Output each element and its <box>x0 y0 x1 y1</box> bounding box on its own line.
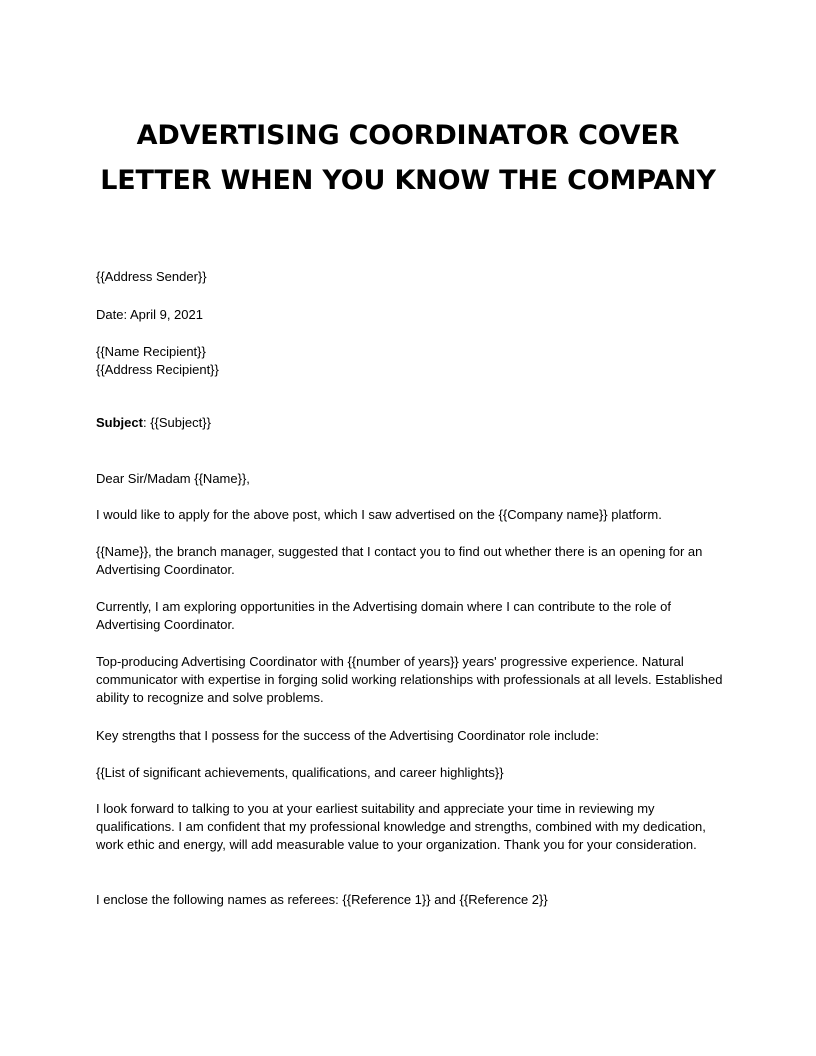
subject-line <box>96 414 736 432</box>
paragraph-closing: I look forward to talking to you at your earliest suitability and appreciate your time in reviewing my qualifications. I am confident that my professional knowledge and strengths, combined with my dedication, work ethic and energy, will add measurable value to your organization. Thank you for your consideration. <box>96 801 706 852</box>
paragraph-currently: Currently, I am exploring opportunities in the Advertising domain where I can contribute to the role of Advertising Coordinator. <box>96 599 671 632</box>
address-recipient: {{Address Recipient}} <box>96 362 219 377</box>
paragraph-experience: Top-producing Advertising Coordinator with {{number of years}} years' progressive experience. Natural communicator with expertise in forging solid working relationships with professionals at all levels. Established ability to recognize and solve problems. <box>96 654 723 705</box>
title-line-1: ADVERTISING COORDINATOR COVER <box>136 120 680 151</box>
document-title <box>60 113 756 203</box>
paragraph-referral: {{Name}}, the branch manager, suggested that I contact you to find out whether there is an opening for an Advertising Coordinator. <box>96 544 703 577</box>
letter-date: Date: April 9, 2021 <box>96 307 203 322</box>
subject-label: Subject <box>96 415 143 430</box>
subject-value: : {{Subject}} <box>142 415 211 430</box>
paragraph-application: I would like to apply for the above post, which I saw advertised on the {{Company name}} platform. <box>96 507 662 522</box>
paragraph-key-strengths: Key strengths that I possess for the success of the Advertising Coordinator role include: <box>96 728 599 743</box>
address-sender: {{Address Sender}} <box>96 269 207 284</box>
title-line-2: LETTER WHEN YOU KNOW THE COMPANY <box>100 165 716 196</box>
paragraph-achievements: {{List of significant achievements, qualifications, and career highlights}} <box>96 765 504 780</box>
paragraph-referees: I enclose the following names as referees: {{Reference 1}} and {{Reference 2}} <box>96 892 548 907</box>
salutation: Dear Sir/Madam {{Name}}, <box>96 471 250 486</box>
name-recipient: {{Name Recipient}} <box>96 344 206 359</box>
